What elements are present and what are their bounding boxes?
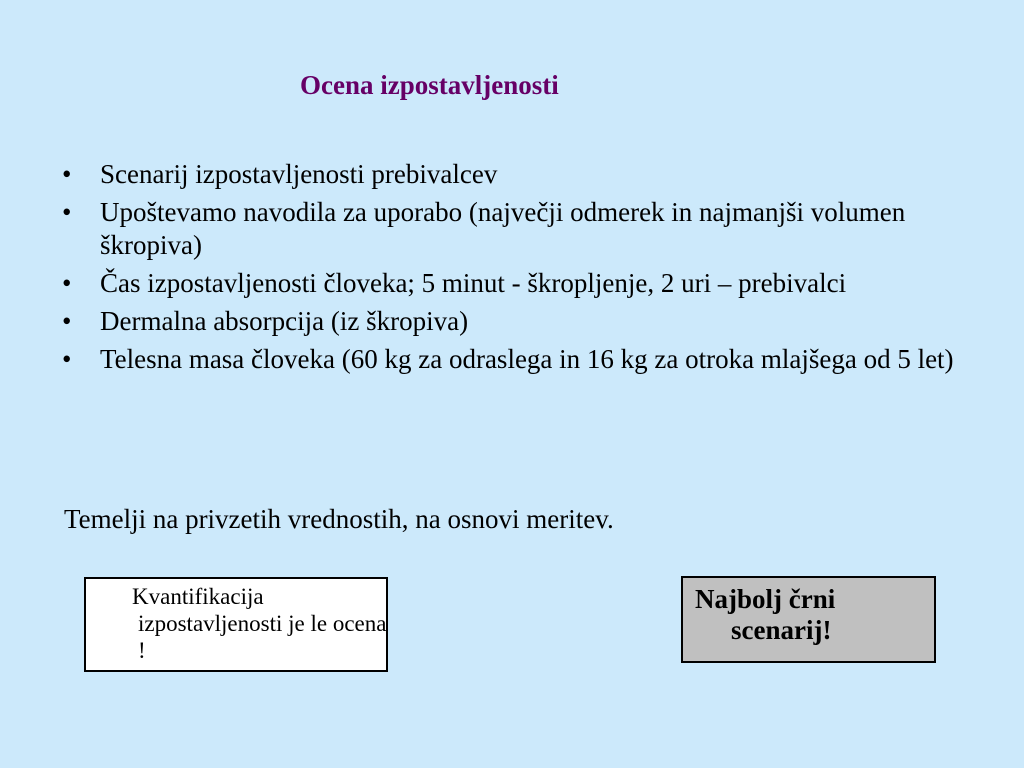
bullet-item (62, 196, 962, 262)
bullet-text: Čas izpostavljenosti človeka; 5 minut - škropljenje, 2 uri – prebivalci (100, 268, 847, 298)
bullet-icon: • (62, 197, 72, 227)
bullet-icon: • (62, 268, 72, 298)
note-box-text: Kvantifikacija izpostavljenosti je le ocena ! (132, 584, 387, 663)
footnote: Temelji na privzetih vrednostih, na osnovi meritev. (64, 504, 614, 534)
bullet-item (62, 158, 962, 191)
highlight-box (681, 576, 936, 663)
bullet-icon: • (62, 344, 72, 374)
slide-title: Ocena izpostavljenosti (300, 70, 559, 100)
bullet-text: Dermalna absorpcija (iz škropiva) (100, 306, 469, 336)
bullet-text: Upoštevamo navodila za uporabo (največji odmerek in najmanjši volumen škropiva) (100, 197, 906, 260)
bullet-list (62, 158, 962, 381)
highlight-box-text: Najbolj črni scenarij! (695, 584, 836, 645)
bullet-icon: • (62, 306, 72, 336)
note-box (84, 577, 388, 672)
bullet-text: Telesna masa človeka (60 kg za odraslega in 16 kg za otroka mlajšega od 5 let) (100, 344, 954, 374)
bullet-item (62, 343, 962, 376)
bullet-text: Scenarij izpostavljenosti prebivalcev (100, 159, 498, 189)
bullet-item (62, 267, 962, 300)
bullet-item (62, 305, 962, 338)
bullet-icon: • (62, 159, 72, 189)
